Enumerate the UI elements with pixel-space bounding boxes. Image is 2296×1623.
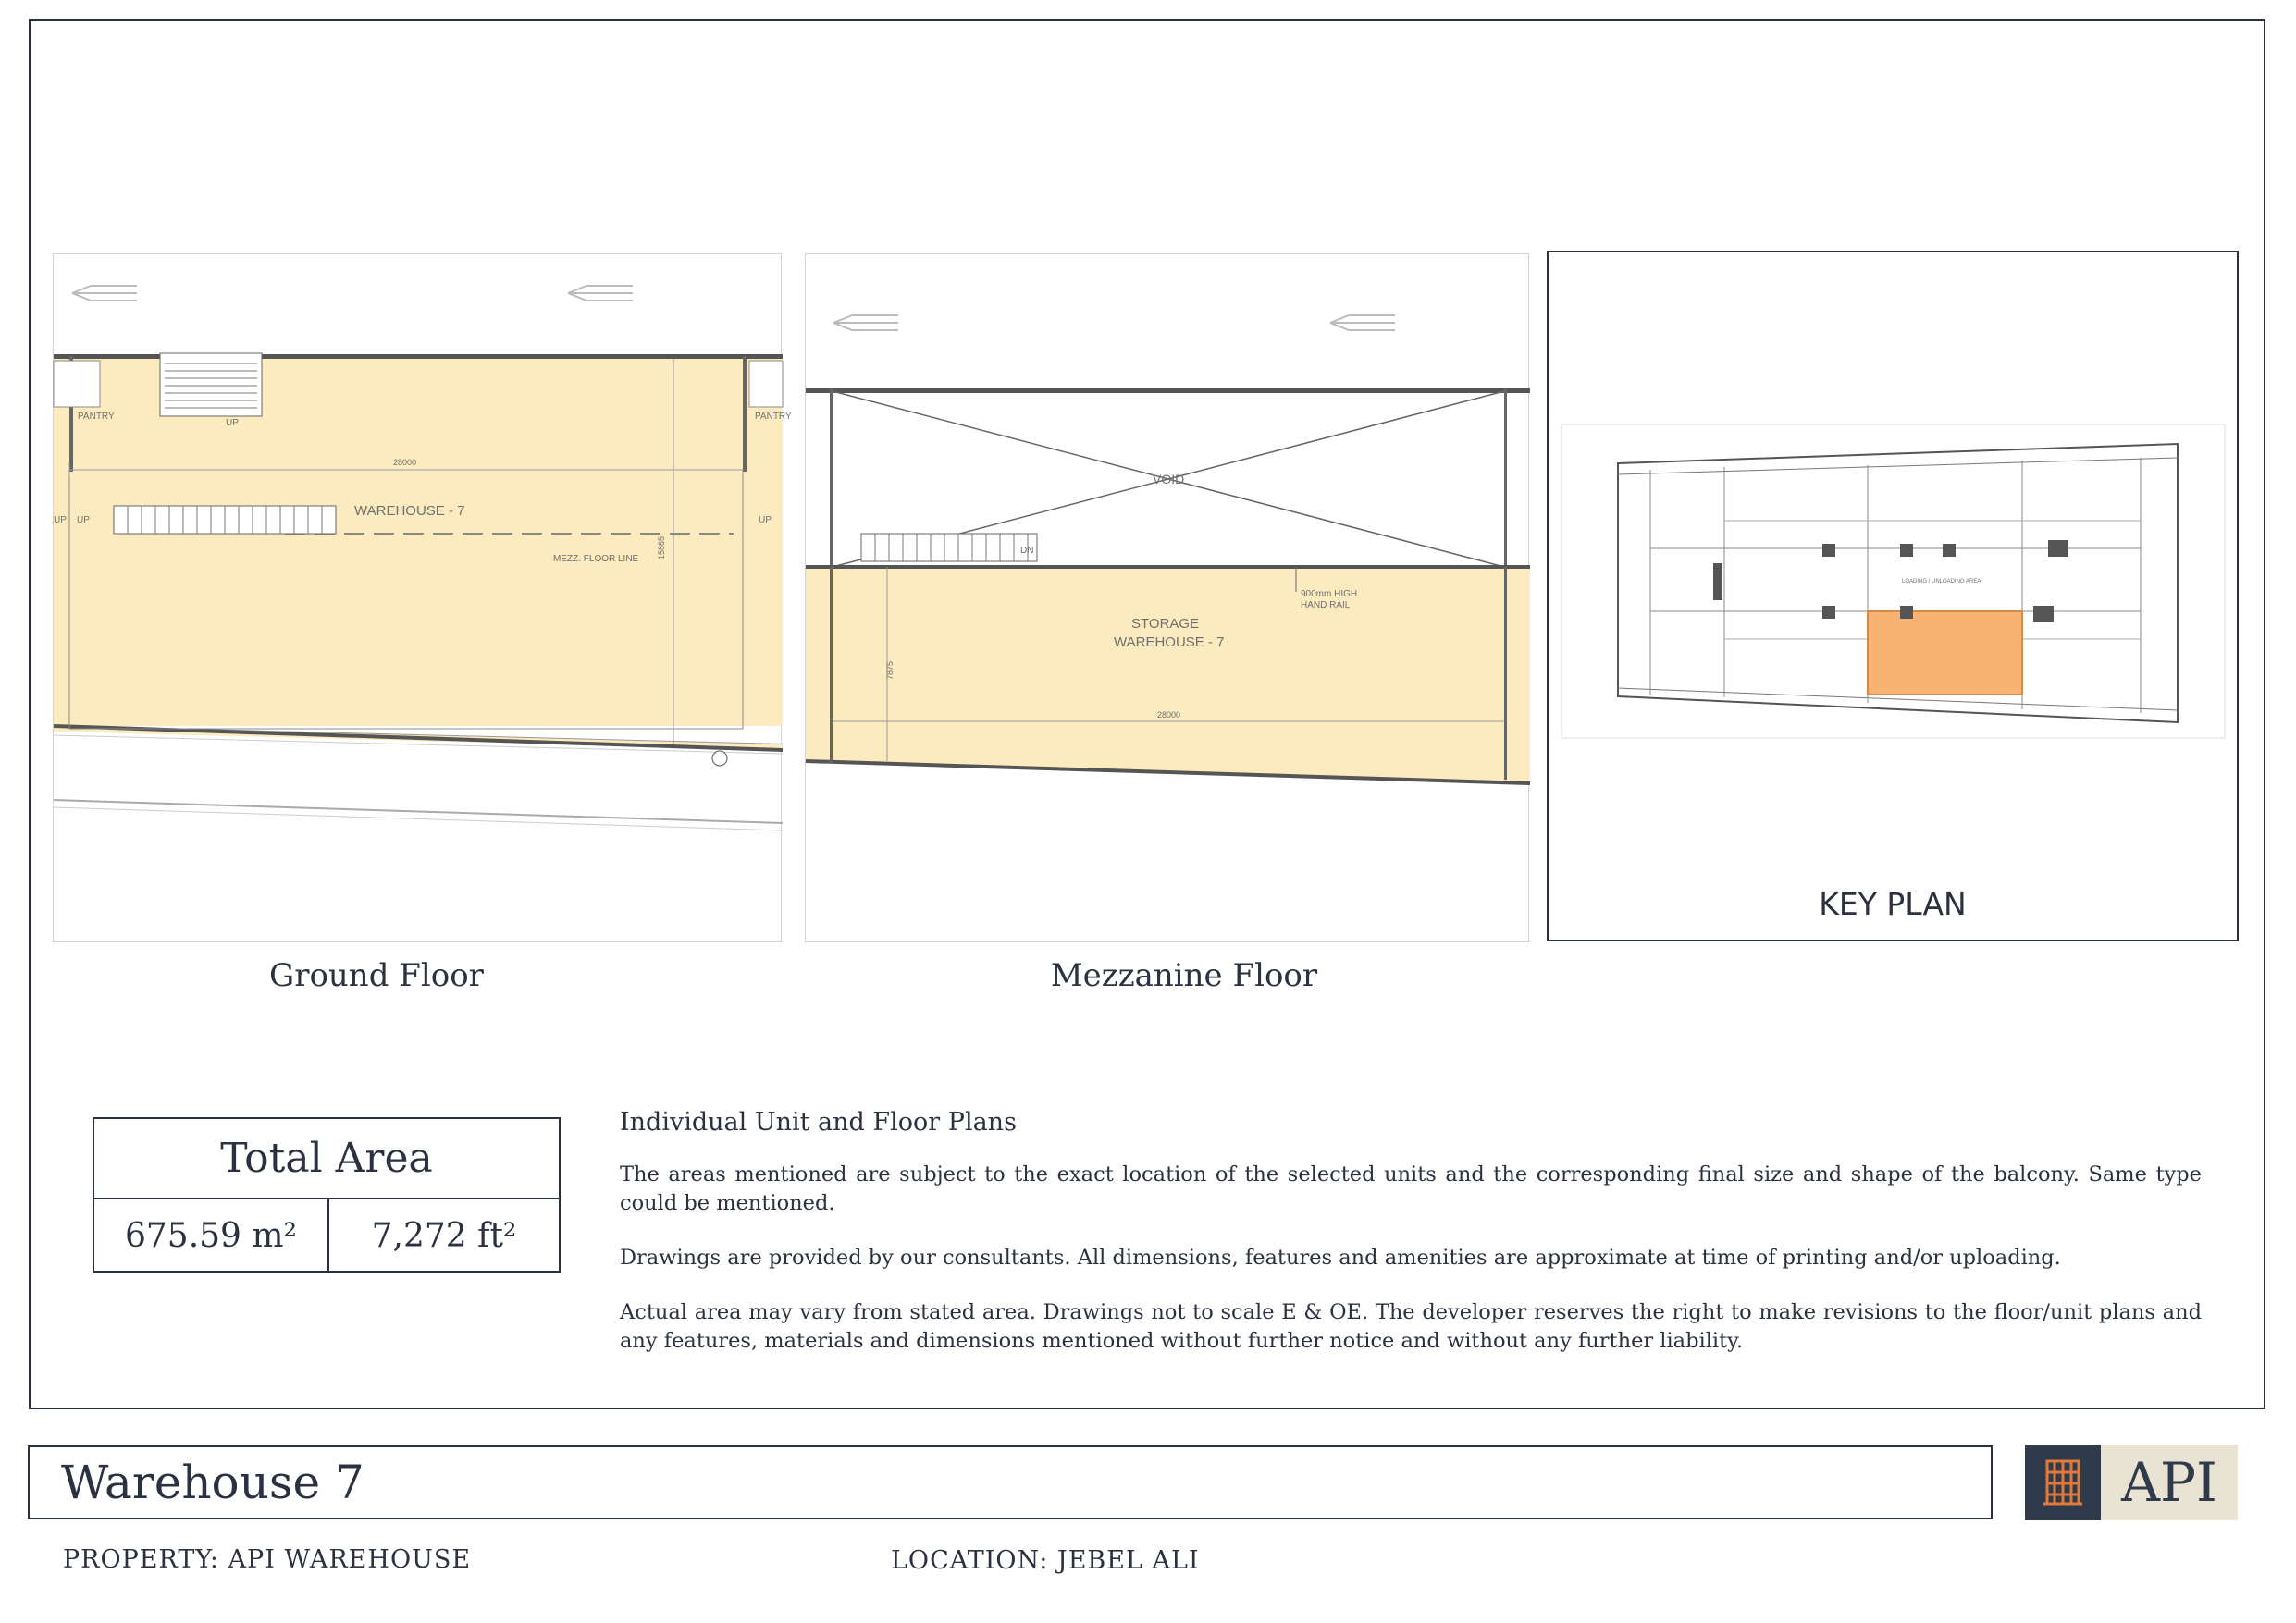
width-dimension: 28000 — [1157, 710, 1181, 719]
loading-area-label: LOADING / UNLOADING AREA — [1902, 579, 1981, 584]
mezzanine-floor-plan — [805, 253, 1529, 942]
total-area-table — [93, 1117, 561, 1273]
note-paragraph: The areas mentioned are subject to the exact location of the selected units and the corresponding final size and shape of the balcony. Same type could be mentioned. — [620, 1162, 2202, 1215]
direction-arrow-icon — [72, 286, 137, 301]
note-paragraph: Actual area may vary from stated area. Drawings not to scale E & OE. The developer reserves the right to make revisions to the floor/unit plans and any features, materials and dimensions mentioned without further notice and without any further liability. — [620, 1300, 2202, 1353]
area-square-feet: 7,272 ft² — [371, 1217, 517, 1255]
handrail-label-1: 900mm HIGH — [1301, 589, 1358, 599]
pantry-left-label: PANTRY — [78, 412, 115, 422]
api-logo — [2025, 1445, 2238, 1520]
key-plan-drawing — [1549, 252, 2237, 940]
mezzanine-floor-drawing — [806, 254, 1530, 943]
pantry-right-label: PANTRY — [755, 412, 792, 422]
width-dimension: 28000 — [393, 458, 417, 467]
up-label: UP — [77, 515, 90, 525]
logo-text: API — [2101, 1445, 2238, 1520]
area-square-meters: 675.59 m² — [94, 1199, 329, 1273]
ground-floor-drawing — [54, 254, 792, 943]
ground-floor-caption: Ground Floor — [269, 957, 484, 994]
direction-arrow-icon — [833, 315, 898, 330]
page-title: Warehouse 7 — [28, 1445, 1993, 1519]
mezz-floor-line-label: MEZZ. FLOOR LINE — [553, 554, 639, 564]
void-label: VOID — [1153, 472, 1185, 486]
building-logo-icon — [2025, 1445, 2101, 1520]
warehouse-label: WAREHOUSE - 7 — [1114, 634, 1225, 650]
direction-arrow-icon — [1330, 315, 1395, 330]
up-label: UP — [226, 418, 239, 428]
property-label: PROPERTY: API WAREHOUSE — [63, 1545, 472, 1574]
mezzanine-floor-caption: Mezzanine Floor — [1050, 957, 1318, 994]
depth-dimension: 7875 — [885, 660, 895, 680]
down-label: DN — [1020, 546, 1034, 556]
storage-label: STORAGE — [1131, 616, 1200, 632]
up-label: UP — [759, 515, 772, 525]
ground-floor-plan — [53, 253, 792, 942]
up-label: UP — [54, 515, 67, 525]
notes-section — [620, 1108, 2202, 1382]
key-plan — [1547, 251, 2239, 941]
warehouse-7-highlight — [1868, 611, 2022, 695]
note-paragraph: Drawings are provided by our consultants. All dimensions, features and amenities are approximate at time of printing and/or uploading. — [620, 1246, 2061, 1270]
handrail-label-2: HAND RAIL — [1301, 600, 1351, 610]
depth-dimension: 15865 — [657, 535, 666, 559]
direction-arrow-icon — [568, 286, 633, 301]
key-plan-caption: KEY PLAN — [1819, 886, 1967, 922]
notes-heading: Individual Unit and Floor Plans — [620, 1108, 1017, 1137]
warehouse-label: WAREHOUSE - 7 — [354, 503, 465, 519]
total-area-title: Total Area — [94, 1119, 559, 1199]
storage-floor-area — [806, 567, 1530, 783]
location-label: LOCATION: JEBEL ALI — [891, 1546, 1200, 1575]
